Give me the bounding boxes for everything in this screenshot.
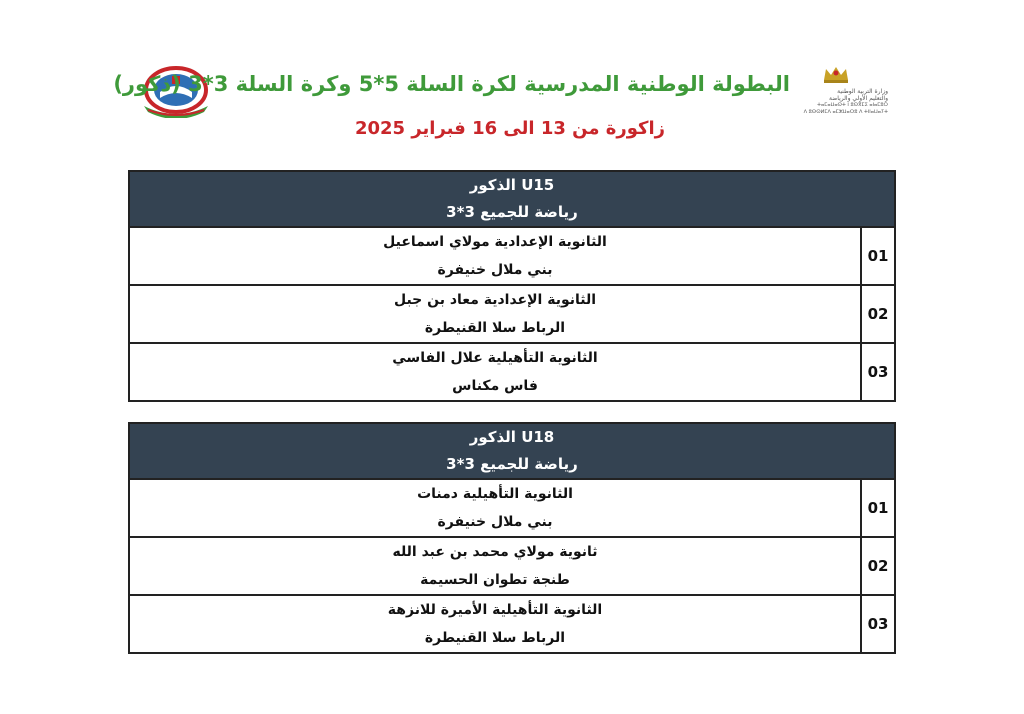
table-row — [128, 596, 896, 654]
school-name: ثانوية مولاي محمد بن عبد الله — [392, 544, 598, 560]
category-label: U18 الذكور — [469, 428, 555, 446]
category-label: U15 الذكور — [469, 176, 555, 194]
school-name: الثانوية التأهيلية الأميرة للانزهة — [387, 602, 603, 618]
ministry-name-line1: وزارة التربية الوطنية — [837, 88, 888, 95]
rank-number: 03 — [867, 363, 889, 381]
table-row — [128, 228, 896, 286]
table-header — [128, 170, 896, 228]
region-name: بني ملال خنيفرة — [437, 514, 553, 530]
school-name: الثانوية التأهيلية دمنات — [417, 486, 573, 502]
region-name: طنجة تطوان الحسيمة — [420, 572, 570, 588]
table-header — [128, 422, 896, 480]
table-row — [128, 538, 896, 596]
ministry-name-line2: والتعليم الأولي والرياضة — [828, 95, 888, 102]
ministry-tifinagh-line1: ⵜⴰⵎⴰⵡⴰⵙⵜ ⵏ ⵓⵙⴳⵎⵉ ⴰⵏⴰⵎⵓⵔ — [817, 102, 888, 108]
ministry-logo — [784, 64, 888, 120]
region-name: الرباط سلا القنيطرة — [424, 320, 566, 336]
discipline-label: رياضة للجميع 3*3 — [446, 455, 578, 473]
rank-number: 01 — [867, 247, 889, 265]
region-name: فاس مكناس — [452, 378, 538, 394]
rank-number: 02 — [867, 305, 889, 323]
table-row — [128, 344, 896, 402]
table-row — [128, 480, 896, 538]
results-table-u15 — [128, 170, 896, 402]
document-title: البطولة الوطنية المدرسية لكرة السلة 5*5 وكرة السلة 3*3 (ذكور) — [113, 72, 790, 96]
rank-number: 01 — [867, 499, 889, 517]
school-name: الثانوية الإعدادية معاد بن جبل — [393, 292, 597, 308]
school-name: الثانوية الإعدادية مولاي اسماعيل — [383, 234, 607, 250]
rank-number: 02 — [867, 557, 889, 575]
discipline-label: رياضة للجميع 3*3 — [446, 203, 578, 221]
region-name: الرباط سلا القنيطرة — [424, 630, 566, 646]
rank-number: 03 — [867, 615, 889, 633]
region-name: بني ملال خنيفرة — [437, 262, 553, 278]
ministry-tifinagh-line2: ⴷ ⵓⵙⵙⵍⵎⴷ ⴰⵎⵣⵡⴰⵔⵓ ⴷ ⵜⵏⵏⴰⵡⴰⵢⵜ — [803, 109, 888, 115]
results-table-u18 — [128, 422, 896, 654]
document-subtitle: زاكورة من 13 الى 16 فبراير 2025 — [354, 118, 666, 139]
crown-emblem-icon — [784, 64, 888, 88]
table-row — [128, 286, 896, 344]
school-name: الثانوية التأهيلية علال الفاسي — [392, 350, 598, 366]
